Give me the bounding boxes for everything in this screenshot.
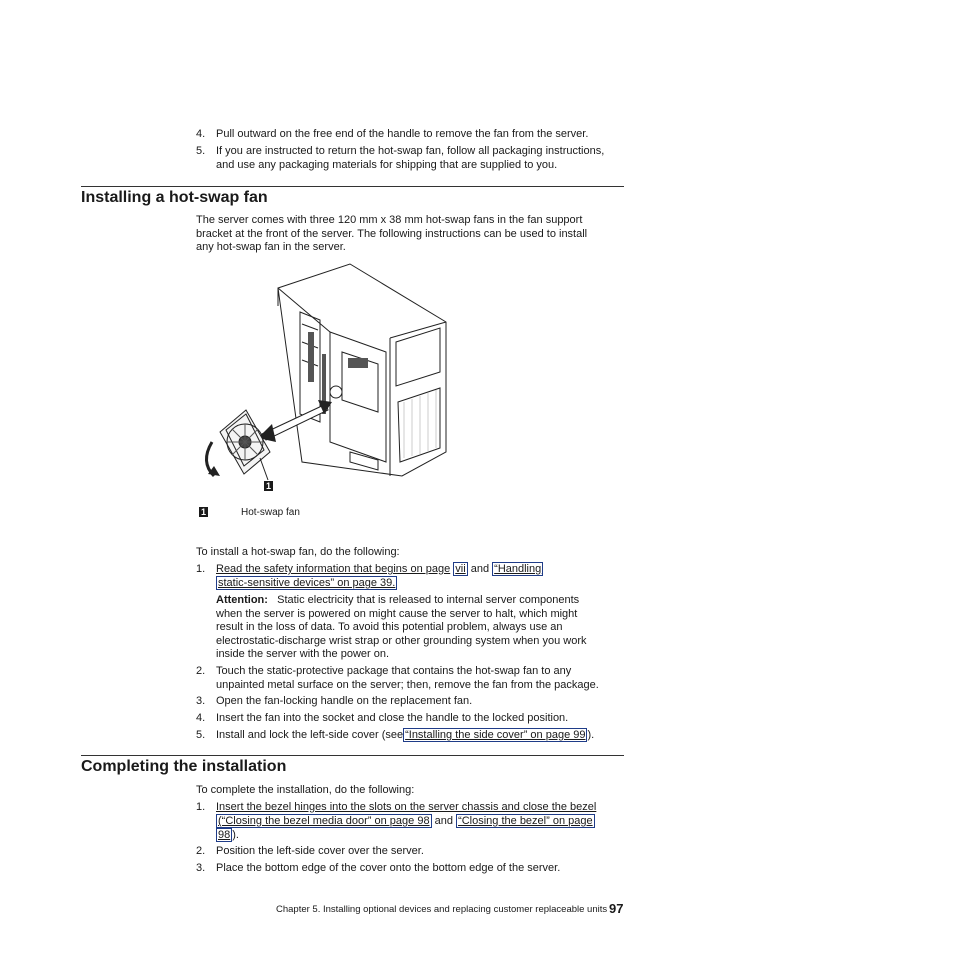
step-number: 1. [196,563,206,575]
step-text: Open the fan-locking handle on the replacement fan. [216,695,473,707]
closing-bezel-link-part1[interactable]: “Closing the bezel” on page [458,815,593,827]
step-text-line2: and use any packaging materials for shipping that are supplied to you. [216,159,558,171]
server-chassis-icon [278,264,446,476]
step-line-1: Touch the static-protective package that contains the hot-swap fan to any [216,665,572,677]
step-number: 4. [196,128,206,140]
section-heading-installing-fan: Installing a hot-swap fan [81,189,268,206]
step-number: 2. [196,845,206,857]
intro-paragraph [196,214,636,255]
legend-text: Hot-swap fan [241,507,300,518]
step-number: 1. [196,801,206,813]
step-number: 3. [196,695,206,707]
legend-callout: 1 [200,507,206,517]
intro-line-3: any hot-swap fan in the server. [196,241,346,253]
callout-1: 1 [265,481,271,491]
step-number: 5. [196,145,206,157]
attention-line-1: Static electricity that is released to internal server components [277,594,580,606]
attention-label: Attention: [216,594,268,606]
procedure-lead: To install a hot-swap fan, do the following: [196,546,400,558]
closing-bezel-link-part2[interactable]: 98 [218,829,231,841]
step-number: 5. [196,729,206,741]
intro-line-1: The server comes with three 120 mm x 38 mm hot-swap fans in the fan support [196,214,583,226]
step-text: Pull outward on the free end of the handle to remove the fan from the server. [216,128,589,140]
step-text-end: ). [587,729,595,741]
step-text: Position the left-side cover over the server. [216,845,424,857]
handling-link-part1[interactable]: “Handling [494,563,542,575]
step-number: 3. [196,862,206,874]
completion-lead: To complete the installation, do the following: [196,784,415,796]
section-heading-completing: Completing the installation [81,758,287,775]
bezel-media-door-link[interactable]: (“Closing the bezel media door” on page 98 [218,815,430,827]
intro-line-2: bracket at the front of the server. The following instructions can be used to install [196,227,588,240]
double-arrow-icon [258,400,332,442]
step-text: Install and lock the left-side cover (see [216,729,404,741]
attention-line-4: electrostatic-discharge wrist strap or other grounding system when you work [216,635,587,647]
footer-chapter: Chapter 5. Installing optional devices and replacing customer replaceable units [276,904,608,915]
page-number: 97 [609,901,624,916]
step-text: Place the bottom edge of the cover onto the bottom edge of the server. [216,862,561,874]
and-text: and [434,815,453,827]
step-text-line1: If you are instructed to return the hot-swap fan, follow all packaging instructions, [216,145,605,157]
step-number: 2. [196,665,206,677]
step-text-end: ). [232,829,239,841]
hot-swap-fan-illustration [190,262,460,492]
attention-line-5: inside the server with the power on. [216,648,390,660]
attention-line-2: when the server is powered on might cause the server to halt, which might [216,608,578,620]
section-rule [81,755,624,756]
page-vii-link[interactable]: vii [455,563,466,575]
and-text: and [470,563,490,575]
side-cover-link[interactable]: “Installing the side cover” on page 99 [405,729,586,741]
step-line-1[interactable]: Insert the bezel hinges into the slots on the server chassis and close the bezel [216,801,597,813]
safety-info-link[interactable]: Read the safety information that begins on page [216,563,451,575]
step-line-2: unpainted metal surface on the server; then, remove the fan from the package. [216,679,599,691]
attention-line-3: result in the loss of data. To avoid this potential problem, always use an [216,621,563,633]
handling-link-part2[interactable]: static-sensitive devices” on page 39. [218,577,396,589]
step-number: 4. [196,712,206,724]
section-rule [81,186,624,187]
step-text: Insert the fan into the socket and close the handle to the locked position. [216,712,569,724]
